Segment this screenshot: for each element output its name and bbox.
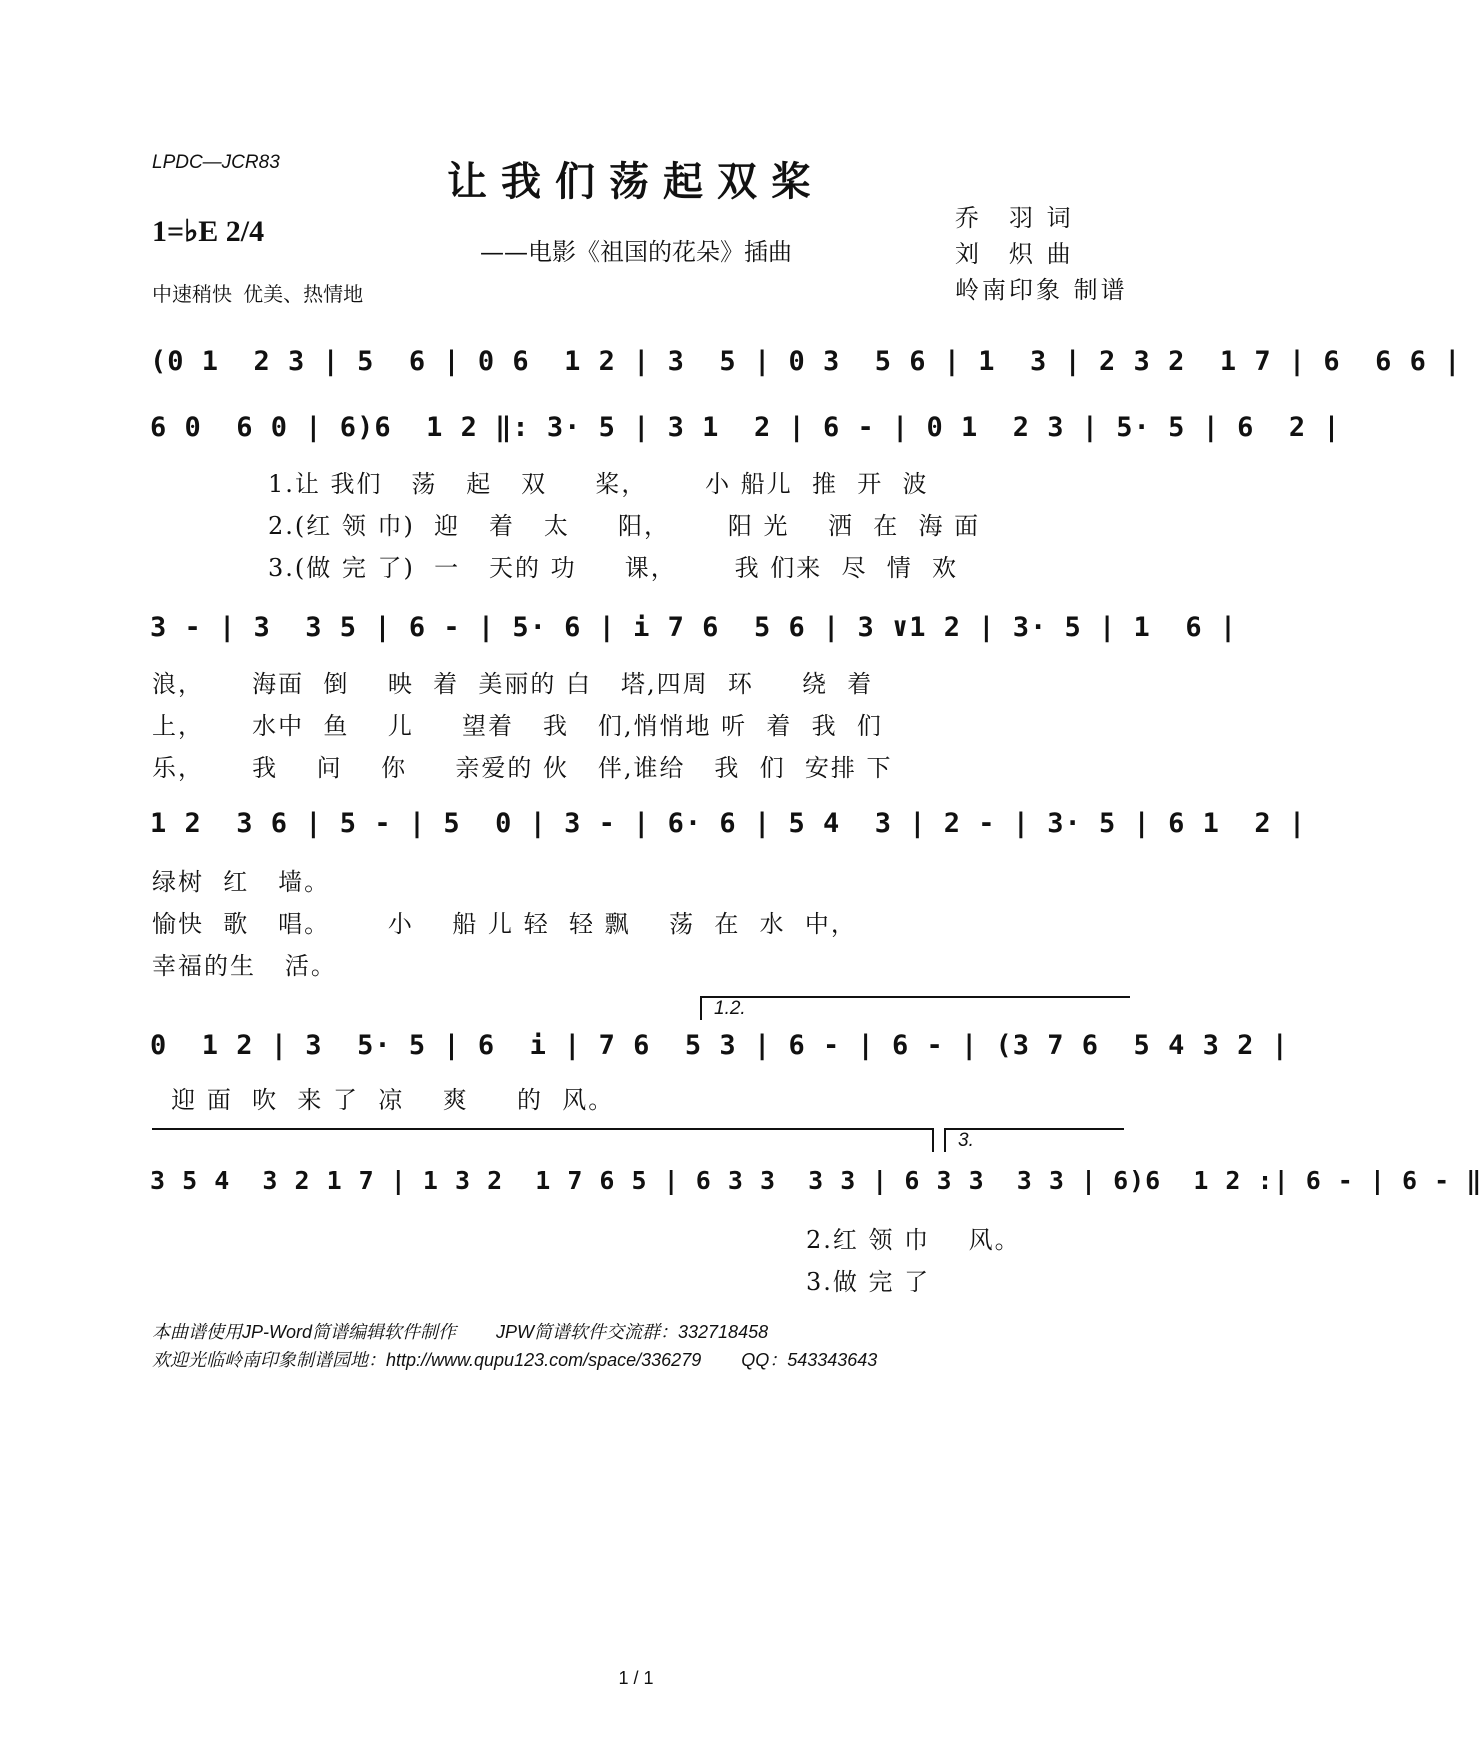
lyric-line-3-verse-3: 乐， 我 问 你 亲爱的 伙 伴,谁给 我 们 安排 下 bbox=[152, 754, 893, 782]
lyric-line-5: 迎 面 吹 来 了 凉 爽 的 风。 bbox=[152, 1086, 615, 1114]
score-line-2: 6 0 6 0 | 6)6 1 2 ‖: 3· 5 | 3 1 2 | 6 - | 0 1 2 3 | 5· 5 | 6 2 | bbox=[150, 412, 1341, 443]
lyric-line-2-verse-2: 2.(红 领 巾) 迎 着 太 阳， 阳 光 洒 在 海 面 bbox=[268, 512, 981, 540]
volta-bracket-prev-end bbox=[932, 1128, 934, 1152]
lyric-line-4-verse-1: 绿树 红 墙。 bbox=[152, 868, 331, 896]
lyric-line-6-verse-2: 2.红 领 巾 风。 bbox=[806, 1226, 1021, 1254]
key-signature: 1=♭E 2/4 bbox=[152, 215, 265, 248]
volta-label-1: 1.2. bbox=[714, 998, 746, 1019]
score-line-5: 0 1 2 | 3 5· 5 | 6 i | 7 6 5 3 | 6 - | 6 - | (3 7 6 5 4 3 2 | bbox=[150, 1030, 1289, 1061]
song-title: 让我们荡起双桨 bbox=[447, 158, 825, 205]
tempo-marking: 中速稍快 优美、热情地 bbox=[152, 284, 364, 306]
song-subtitle: ——电影《祖国的花朵》插曲 bbox=[480, 238, 792, 266]
score-line-4: 1 2 3 6 | 5 - | 5 0 | 3 - | 6· 6 | 5 4 3 | 2 - | 3· 5 | 6 1 2 | bbox=[150, 808, 1307, 839]
document-code: LPDC—JCR83 bbox=[152, 152, 280, 173]
volta-bracket-3-start bbox=[944, 1128, 946, 1152]
volta-bracket-prev bbox=[152, 1128, 932, 1130]
footer-line-1: 本曲谱使用JP-Word简谱编辑软件制作 JPW简谱软件交流群：332718458 bbox=[152, 1322, 769, 1342]
score-line-6: 3 5 4 3 2 1 7 | 1 3 2 1 7 6 5 | 6 3 3 3 3 | 6 3 3 3 3 | 6)6 1 2 :| 6 - | 6 - ‖ bbox=[150, 1166, 1482, 1195]
composer-credit: 刘 炽 曲 bbox=[955, 240, 1074, 268]
lyric-line-6-verse-3: 3.做 完 了 bbox=[806, 1268, 931, 1296]
lyric-line-3-verse-1: 浪， 海面 倒 映 着 美丽的 白 塔,四周 环 绕 着 bbox=[152, 670, 874, 698]
engraver-credit: 岭南印象 制谱 bbox=[955, 276, 1128, 304]
lyric-line-2-verse-1: 1.让 我们 荡 起 双 桨， 小 船儿 推 开 波 bbox=[268, 470, 929, 498]
volta-bracket-1 bbox=[700, 996, 1130, 998]
lyric-line-4-verse-3: 幸福的生 活。 bbox=[152, 952, 337, 980]
lyric-line-2-verse-3: 3.(做 完 了) 一 天的 功 课， 我 们来 尽 情 欢 bbox=[268, 554, 958, 582]
footer-line-2: 欢迎光临岭南印象制谱园地：http://www.qupu123.com/space/336279 QQ：543343643 bbox=[152, 1350, 878, 1370]
lyric-line-3-verse-2: 上， 水中 鱼 儿 望着 我 们,悄悄地 听 着 我 们 bbox=[152, 712, 883, 740]
lyric-line-4-verse-2: 愉快 歌 唱。 小 船 儿 轻 轻 飘 荡 在 水 中， bbox=[152, 910, 857, 938]
volta-bracket-1-start bbox=[700, 996, 702, 1020]
volta-label-3: 3. bbox=[958, 1130, 974, 1151]
lyricist-credit: 乔 羽 词 bbox=[955, 204, 1074, 232]
page-number: 1 / 1 bbox=[618, 1668, 654, 1688]
score-line-1: (0 1 2 3 | 5 6 | 0 6 1 2 | 3 5 | 0 3 5 6 | 1 3 | 2 3 2 1 7 | 6 6 6 | bbox=[150, 346, 1462, 377]
score-line-3: 3 - | 3 3 5 | 6 - | 5· 6 | i 7 6 5 6 | 3 ∨1 2 | 3· 5 | 1 6 | bbox=[150, 612, 1238, 643]
